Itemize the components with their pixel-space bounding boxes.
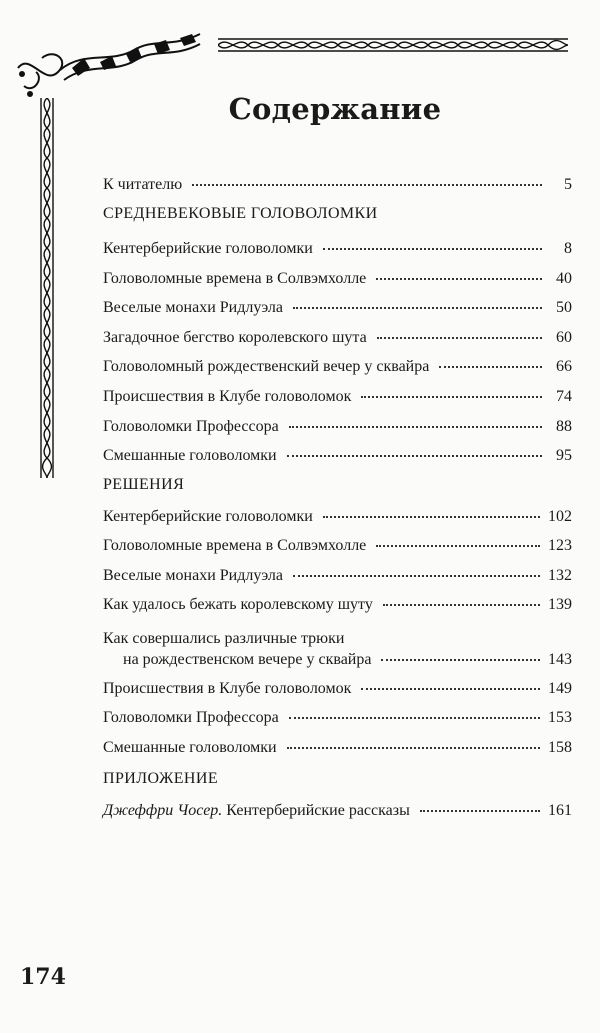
toc-entry[interactable]: Происшествия в Клубе головоломок 149 xyxy=(103,680,572,697)
dot-leader xyxy=(361,688,540,690)
toc-entry[interactable]: Как удалось бежать королевскому шуту 139 xyxy=(103,596,572,613)
toc-entry[interactable]: Веселые монахи Ридлуэла 132 xyxy=(103,567,572,584)
toc-entry-intro[interactable] xyxy=(103,176,572,194)
dot-leader xyxy=(383,604,540,606)
toc-entry[interactable]: Джеффри Чосер. Кентерберийские рассказы 161 xyxy=(103,802,572,819)
column-border-ornament-icon xyxy=(38,98,56,478)
dot-leader xyxy=(287,747,540,749)
dot-leader xyxy=(439,366,542,368)
dot-leader xyxy=(420,810,540,812)
dot-leader xyxy=(381,659,540,661)
toc-entry[interactable]: на рождественском вечере у сквайра 143 xyxy=(123,651,572,668)
toc-entry[interactable]: Головоломки Профессора 88 xyxy=(103,418,572,435)
section-heading-appendix: ПРИЛОЖЕНИЕ xyxy=(103,770,219,787)
dot-leader xyxy=(293,307,542,309)
toc-entry[interactable]: Смешанные головоломки 158 xyxy=(103,739,572,756)
toc-entry[interactable]: Кентерберийские головоломки 102 xyxy=(103,508,572,525)
toc-entry[interactable]: Смешанные головоломки 95 xyxy=(103,447,572,464)
toc-entry[interactable]: Головоломные времена в Солвэмхолле 40 xyxy=(103,270,572,287)
toc-entry[interactable]: Головоломный рождественский вечер у сквайра 66 xyxy=(103,358,572,375)
dot-leader xyxy=(376,278,542,280)
dot-leader xyxy=(377,337,542,339)
dot-leader xyxy=(289,426,542,428)
toc-entry[interactable]: Загадочное бегство королевского шута 60 xyxy=(103,329,572,346)
page-number: 174 xyxy=(20,964,66,990)
page-title: Содержание xyxy=(228,92,442,126)
dot-leader xyxy=(376,545,540,547)
toc-entry[interactable]: Кентерберийские головоломки 8 xyxy=(103,240,572,257)
dot-leader xyxy=(323,516,540,518)
toc-entry-label: Кентерберийские рассказы xyxy=(222,802,410,819)
toc-entry[interactable]: Головоломные времена в Солвэмхолле 123 xyxy=(103,537,572,554)
toc-entry-label-line1[interactable]: Как совершались различные трюки xyxy=(103,630,345,647)
toc-entry-label: К читателю xyxy=(103,176,183,193)
dot-leader xyxy=(323,248,542,250)
dot-leader xyxy=(361,396,542,398)
toc-entry[interactable]: Происшествия в Клубе головоломок 74 xyxy=(103,388,572,405)
dot-leader xyxy=(293,575,540,577)
author-name: Джеффри Чосер. xyxy=(103,802,223,819)
toc-entry[interactable]: Веселые монахи Ридлуэла 50 xyxy=(103,299,572,316)
border-band-ornament-icon xyxy=(218,36,568,54)
dot-leader xyxy=(287,455,542,457)
section-heading-solutions: РЕШЕНИЯ xyxy=(103,476,185,493)
dot-leader xyxy=(192,184,542,186)
toc-entry[interactable]: Головоломки Профессора 153 xyxy=(103,709,572,726)
dot-leader xyxy=(289,717,540,719)
section-heading-medieval: СРЕДНЕВЕКОВЫЕ ГОЛОВОЛОМКИ xyxy=(103,205,378,222)
toc-entry-page: 5 xyxy=(564,176,572,193)
